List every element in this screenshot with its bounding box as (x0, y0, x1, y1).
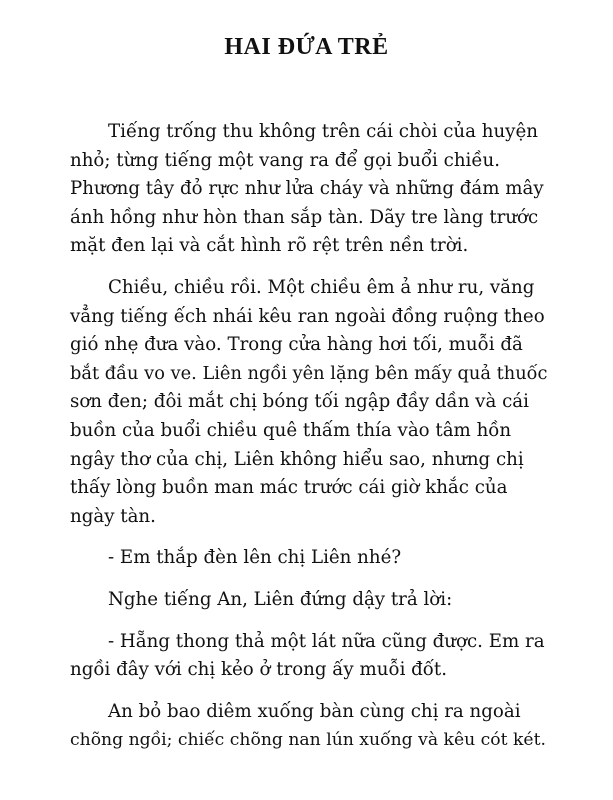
dialogue-line: - Em thắp đèn lên chị Liên nhé? (108, 547, 402, 569)
paragraph (70, 698, 548, 755)
text-line: ngồi đây với chị kẻo ở trong ấy muỗi đốt. (70, 659, 448, 681)
text-line: thấy lòng buồn man mác trước cái giờ khắc của (70, 477, 508, 499)
text-line: ngày tàn. (70, 505, 156, 527)
text-line: Tiếng trống thu không trên cái chòi của huyện (108, 121, 538, 142)
text-line: buồn của buổi chiều quê thấm thía vào tâm hồn (70, 419, 512, 441)
text-line: An bỏ bao diêm xuống bàn cùng chị ra ngoài (108, 700, 521, 722)
text-line: ánh hồng như hòn than sắp tàn. Dãy tre làng trước (70, 206, 539, 228)
text-line: Phương tây đỏ rực như lửa cháy và những đám mây (70, 178, 544, 200)
paragraph (70, 586, 548, 615)
page-title: HAI ĐỨA TRẺ (224, 34, 389, 60)
text-line: bắt đầu vo ve. Liên ngồi yên lặng bên mấy quả thuốc (70, 362, 548, 384)
text-line: Chiều, chiều rồi. Một chiều êm ả như ru, văng (108, 276, 535, 298)
paragraph (70, 274, 548, 531)
paragraph (70, 628, 548, 685)
paragraph (70, 544, 548, 573)
page-body (70, 118, 548, 755)
text-line: chõng ngồi; chiếc chõng nan lún xuống và kêu cót két. (70, 730, 546, 751)
text-line: nhỏ; từng tiếng một vang ra để gọi buổi chiều. (70, 149, 501, 171)
text-line: Nghe tiếng An, Liên đứng dậy trả lời: (108, 588, 453, 610)
dialogue-line: - Hẵng thong thả một lát nữa cũng được. Em ra (108, 630, 545, 652)
text-line: vẳng tiếng ếch nhái kêu ran ngoài đồng ruộng theo (70, 305, 545, 327)
text-line: ngây thơ của chị, Liên không hiểu sao, nhưng chị (70, 448, 524, 470)
text-line: gió nhẹ đưa vào. Trong cửa hàng hơi tối, muỗi đã (70, 334, 523, 356)
text-line: mặt đen lại và cắt hình rõ rệt trên nền trời. (70, 235, 469, 257)
text-line: sơn đen; đôi mắt chị bóng tối ngập đầy dần và cái (70, 391, 529, 413)
paragraph (70, 118, 548, 261)
